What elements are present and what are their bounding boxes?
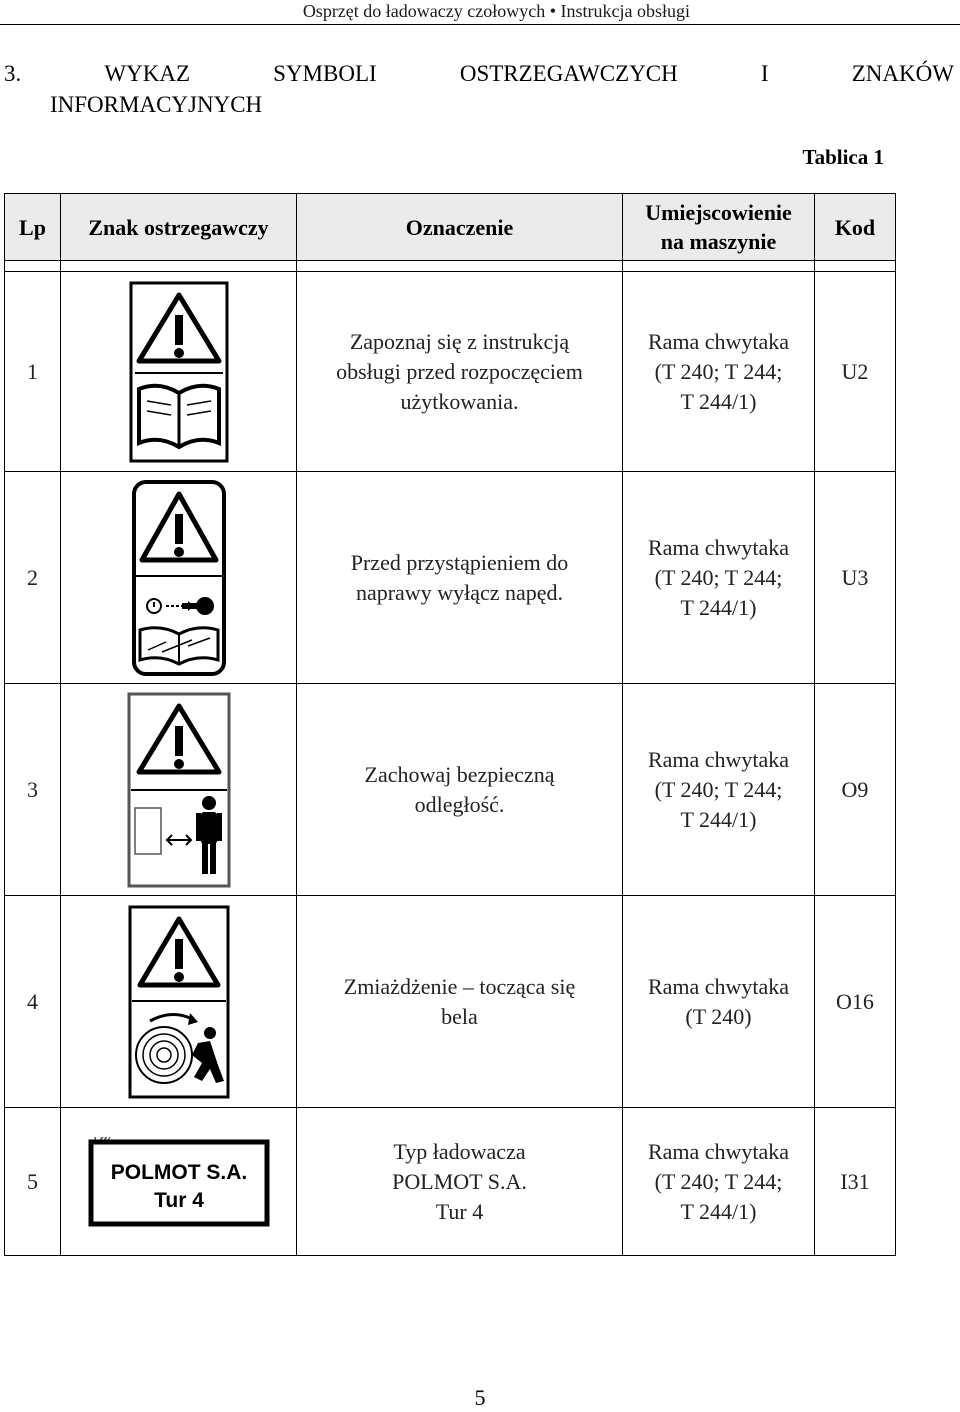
row-code: U2 (815, 272, 896, 472)
row-location (623, 472, 815, 684)
row-lp: 5 (5, 1108, 61, 1256)
meaning-line: POLMOT S.A. (392, 1168, 527, 1194)
row-meaning (297, 472, 623, 684)
location-line: (T 240; T 244; (654, 358, 783, 384)
row-lp: 2 (5, 472, 61, 684)
meaning-line: Przed przystąpieniem do (350, 549, 569, 575)
meaning-line: bela (441, 1003, 478, 1029)
header-lp: Lp (5, 194, 61, 261)
plate-corner-text: T 227 (92, 1136, 111, 1143)
row-code: I31 (815, 1108, 896, 1256)
title-word: WYKAZ (104, 61, 190, 86)
location-line: (T 240) (685, 1003, 752, 1029)
header-code: Kod (815, 194, 896, 261)
row-meaning (297, 896, 623, 1108)
meaning-line: Zapoznaj się z instrukcją (349, 328, 570, 354)
section-title-line1 (4, 58, 954, 89)
meaning-line: użytkowania. (400, 388, 519, 414)
location-line: T 244/1) (680, 806, 757, 832)
row-sign (61, 896, 297, 1108)
row-lp: 3 (5, 684, 61, 896)
row-lp: 1 (5, 272, 61, 472)
warning-rolling-bale-sign (128, 905, 230, 1099)
location-line: T 244/1) (680, 594, 757, 620)
title-word: ZNAKÓW (851, 61, 954, 86)
row-code: O9 (815, 684, 896, 896)
header-meaning: Oznaczenie (297, 194, 623, 261)
table-row (5, 684, 896, 896)
header-sign: Znak ostrzegawczy (61, 194, 297, 261)
header-location-line2: na maszynie (660, 229, 777, 254)
polmot-type-plate-sign (88, 1137, 270, 1227)
section-title-line2: INFORMACYJNYCH (50, 92, 263, 117)
row-meaning (297, 684, 623, 896)
location-line: (T 240; T 244; (654, 564, 783, 590)
location-line: Rama chwytaka (647, 328, 790, 354)
row-location (623, 1108, 815, 1256)
location-line: Rama chwytaka (647, 1138, 790, 1164)
spacer-row (5, 261, 896, 272)
table-row (5, 1108, 896, 1256)
location-line: Rama chwytaka (647, 973, 790, 999)
row-sign (61, 472, 297, 684)
meaning-line: Zachowaj bezpieczną (364, 761, 555, 787)
row-location (623, 684, 815, 896)
row-location (623, 896, 815, 1108)
warning-read-manual-sign (129, 281, 229, 463)
meaning-line: Typ ładowacza (393, 1138, 526, 1164)
location-line: (T 240; T 244; (654, 776, 783, 802)
location-line: Rama chwytaka (647, 534, 790, 560)
running-header (0, 0, 960, 25)
row-sign (61, 272, 297, 472)
meaning-line: odległość. (414, 791, 505, 817)
table-row (5, 896, 896, 1108)
location-line: T 244/1) (680, 388, 757, 414)
location-line: Rama chwytaka (647, 746, 790, 772)
section-number: 3. (4, 61, 22, 86)
location-line: (T 240; T 244; (654, 1168, 783, 1194)
title-word: SYMBOLI (273, 61, 377, 86)
title-word: OSTRZEGAWCZYCH (459, 61, 678, 86)
meaning-line: obsługi przed rozpoczęciem (336, 358, 583, 384)
header-location-line1: Umiejscowienie (645, 200, 792, 225)
row-meaning (297, 1108, 623, 1256)
table-row (5, 272, 896, 472)
row-sign (61, 1108, 297, 1256)
warning-safe-distance-sign (127, 692, 231, 888)
running-header-title: Osprzęt do ładowaczy czołowych • Instrukcja obsługi (302, 1, 690, 21)
meaning-line: naprawy wyłącz napęd. (355, 579, 564, 605)
row-meaning (297, 272, 623, 472)
title-word: I (760, 61, 769, 86)
meaning-line: Tur 4 (435, 1198, 484, 1224)
row-code: U3 (815, 472, 896, 684)
row-lp: 4 (5, 896, 61, 1108)
table-header-row (5, 194, 896, 261)
location-line: T 244/1) (680, 1198, 757, 1224)
table-row (5, 472, 896, 684)
plate-line1: POLMOT S.A. (110, 1160, 247, 1184)
section-title (4, 58, 954, 120)
page-number: 5 (474, 1385, 486, 1410)
warning-signs-table (4, 193, 896, 1256)
row-sign (61, 684, 297, 896)
meaning-line: Zmiażdżenie – tocząca się (343, 973, 576, 999)
warning-remove-key-sign (132, 480, 226, 676)
plate-line2: Tur 4 (153, 1188, 204, 1212)
row-location (623, 272, 815, 472)
header-location (623, 194, 815, 261)
row-code: O16 (815, 896, 896, 1108)
table-label: Tablica 1 (802, 145, 884, 169)
